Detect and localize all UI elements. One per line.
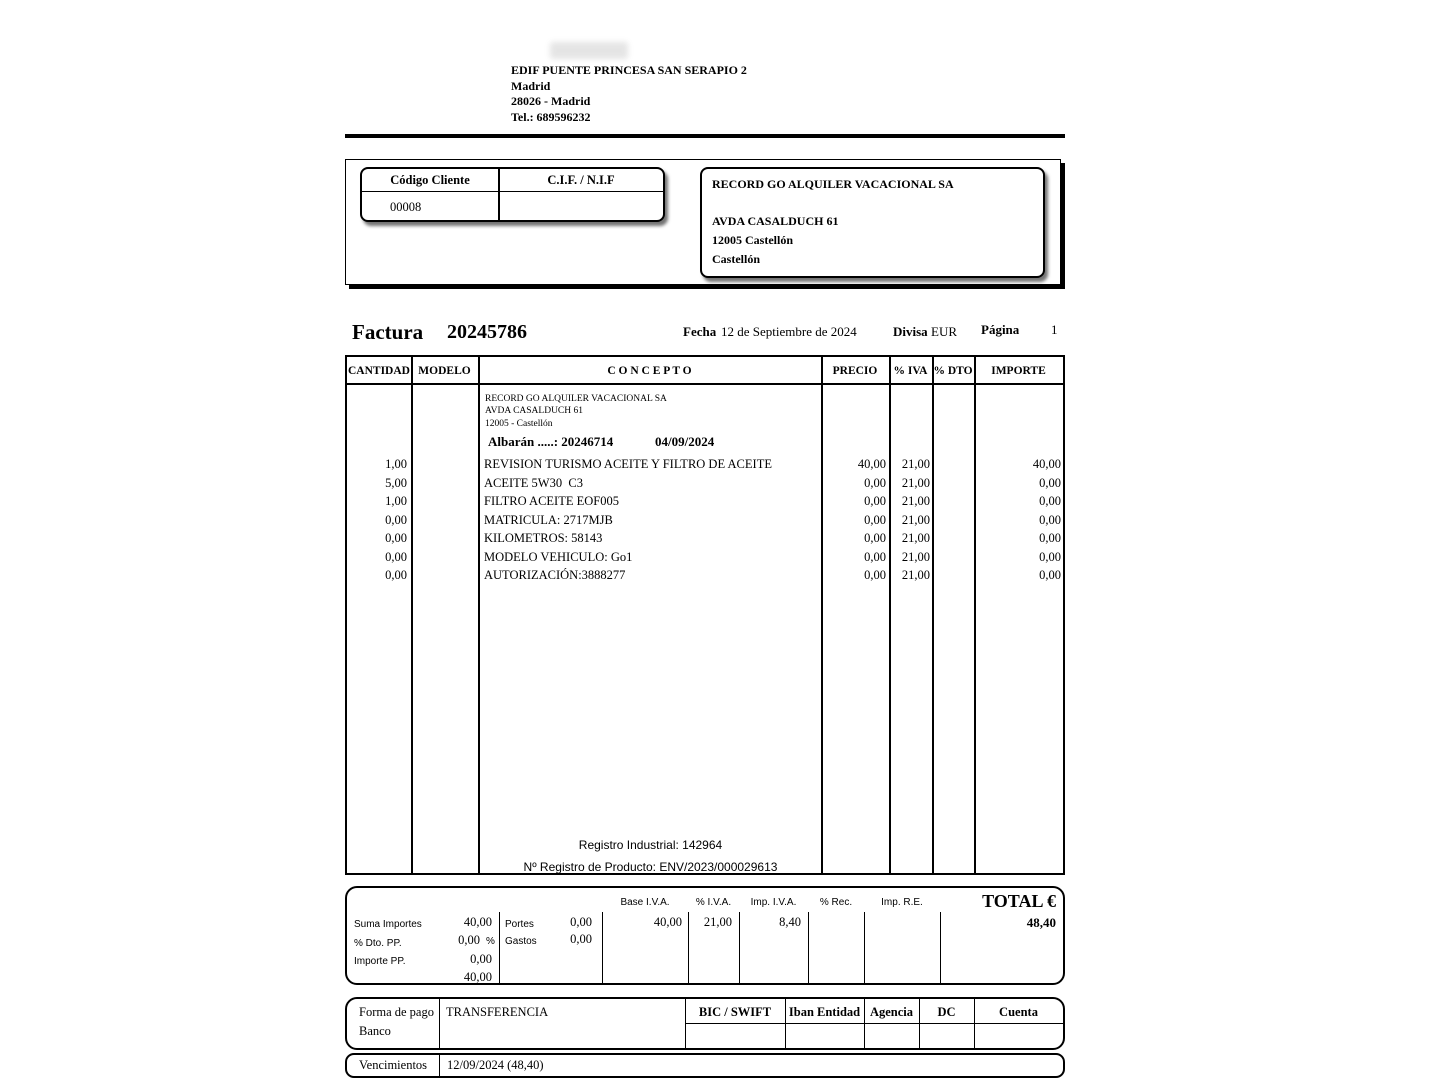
- divisa-value: EUR: [931, 324, 957, 339]
- row-cantidad: 0,00: [385, 550, 407, 564]
- bic-swift-header: BIC / SWIFT: [698, 1005, 772, 1019]
- client-address-line: Castellón: [712, 252, 760, 266]
- codigo-cliente-label: Código Cliente: [390, 173, 470, 187]
- column-line: [974, 357, 976, 873]
- totals-divider: [864, 912, 865, 983]
- pct-iva-header: % I.V.A.: [695, 897, 732, 908]
- portes-value: 0,00: [570, 915, 592, 929]
- row-iva: 21,00: [901, 550, 930, 564]
- payment-box: [345, 997, 1065, 1050]
- totals-divider: [499, 912, 500, 983]
- row-precio: 0,00: [864, 550, 886, 564]
- col-header-dto: % DTO: [933, 365, 973, 377]
- client-ref-line: AVDA CASALDUCH 61: [485, 406, 584, 417]
- row-importe: 40,00: [1032, 457, 1061, 471]
- client-ref-line: 12005 - Castellón: [485, 418, 553, 429]
- row-concepto: FILTRO ACEITE EOF005: [484, 494, 619, 508]
- base-iva-header: Base I.V.A.: [620, 897, 670, 908]
- invoice-number: 20245786: [447, 321, 527, 343]
- row-concepto: ACEITE 5W30 C3: [484, 476, 583, 490]
- row-precio: 0,00: [864, 531, 886, 545]
- client-address-line: AVDA CASALDUCH 61: [712, 214, 839, 228]
- vencimientos-box: [345, 1053, 1065, 1078]
- row-cantidad: 0,00: [385, 513, 407, 527]
- base-final-value: 40,00: [463, 970, 492, 984]
- row-concepto: KILOMETROS: 58143: [484, 531, 603, 545]
- client-address-line: 12005 Castellón: [712, 233, 793, 247]
- row-cantidad: 5,00: [385, 476, 407, 490]
- col-header-modelo: MODELO: [418, 365, 471, 377]
- row-precio: 0,00: [864, 513, 886, 527]
- divisa-label: Divisa: [893, 324, 928, 339]
- client-address: [712, 212, 838, 269]
- fecha-value: 12 de Septiembre de 2024: [721, 324, 857, 339]
- registro-industrial: Registro Industrial: 142964: [578, 838, 723, 852]
- payment-divider: [439, 999, 440, 1048]
- col-header-importe: IMPORTE: [991, 365, 1046, 377]
- totals-divider: [808, 912, 809, 983]
- sender-line: 28026 - Madrid: [511, 94, 591, 109]
- column-line: [889, 357, 891, 873]
- row-concepto: AUTORIZACIÓN:3888277: [484, 568, 626, 582]
- row-iva: 21,00: [901, 494, 930, 508]
- registro-producto: Nº Registro de Producto: ENV/2023/000029613: [523, 860, 778, 874]
- column-line: [821, 357, 823, 873]
- sender-line: Madrid: [511, 78, 551, 93]
- pct-iva-value: 21,00: [703, 915, 732, 929]
- table-row: [347, 531, 1063, 549]
- cif-nif-label: C.I.F. / N.I.F: [547, 173, 615, 187]
- row-iva: 21,00: [901, 513, 930, 527]
- row-importe: 0,00: [1039, 568, 1061, 582]
- imp-iva-value: 8,40: [779, 915, 801, 929]
- client-codes-box: [360, 167, 665, 222]
- client-name: RECORD GO ALQUILER VACACIONAL SA: [712, 177, 954, 191]
- totals-box: [345, 886, 1065, 985]
- dto-pp-value: 0,00: [458, 933, 480, 947]
- importe-pp-label: Importe PP.: [354, 956, 406, 967]
- row-iva: 21,00: [901, 531, 930, 545]
- dto-pp-percent-sign: %: [486, 936, 495, 947]
- pagina-label: Página: [981, 322, 1020, 337]
- table-row: [347, 513, 1063, 531]
- column-line: [411, 357, 413, 873]
- importe-pp-value: 0,00: [470, 952, 492, 966]
- totals-divider: [940, 912, 941, 983]
- row-precio: 0,00: [864, 494, 886, 508]
- row-concepto: MATRICULA: 2717MJB: [484, 513, 613, 527]
- row-importe: 0,00: [1039, 494, 1061, 508]
- portes-label: Portes: [505, 919, 534, 930]
- row-precio: 40,00: [857, 457, 886, 471]
- row-importe: 0,00: [1039, 476, 1061, 490]
- payment-header-separator: [685, 1023, 1063, 1024]
- vencimientos-divider: [439, 1055, 440, 1076]
- row-cantidad: 1,00: [385, 457, 407, 471]
- vencimientos-value: 12/09/2024 (48,40): [447, 1058, 544, 1072]
- suma-importes-value: 40,00: [463, 915, 492, 929]
- sender-line: EDIF PUENTE PRINCESA SAN SERAPIO 2: [511, 63, 747, 77]
- dto-pp-label: % Dto. PP.: [354, 938, 402, 949]
- albaran-date: 04/09/2024: [655, 434, 715, 449]
- table-row: [347, 568, 1063, 586]
- table-row: [347, 494, 1063, 512]
- cuenta-header: Cuenta: [999, 1005, 1038, 1019]
- row-iva: 21,00: [901, 568, 930, 582]
- albaran-number: Albarán .....: 20246714: [488, 434, 614, 449]
- table-row: [347, 550, 1063, 568]
- row-iva: 21,00: [901, 457, 930, 471]
- pct-rec-header: % Rec.: [819, 897, 853, 908]
- row-importe: 0,00: [1039, 513, 1061, 527]
- banco-label: Banco: [359, 1024, 391, 1038]
- row-importe: 0,00: [1039, 531, 1061, 545]
- client-ref-line: RECORD GO ALQUILER VACACIONAL SA: [485, 394, 667, 404]
- column-line: [932, 357, 934, 873]
- codigo-cliente-value: 00008: [390, 200, 422, 214]
- col-header-concepto: C O N C E P T O: [607, 365, 692, 377]
- sender-line: Tel.: 689596232: [511, 110, 591, 125]
- row-concepto: MODELO VEHICULO: Go1: [484, 550, 633, 564]
- header-rule: [345, 134, 1065, 138]
- row-precio: 0,00: [864, 568, 886, 582]
- dc-header: DC: [937, 1005, 956, 1019]
- row-iva: 21,00: [901, 476, 930, 490]
- row-precio: 0,00: [864, 476, 886, 490]
- row-cantidad: 0,00: [385, 531, 407, 545]
- row-cantidad: 1,00: [385, 494, 407, 508]
- agencia-header: Agencia: [869, 1005, 914, 1019]
- vencimientos-label: Vencimientos: [359, 1058, 428, 1072]
- header-separator: [347, 383, 1063, 385]
- base-iva-value: 40,00: [653, 915, 682, 929]
- col-header-precio: PRECIO: [832, 365, 878, 377]
- total-value: 48,40: [1026, 915, 1056, 930]
- row-concepto: REVISION TURISMO ACEITE Y FILTRO DE ACEITE: [484, 457, 772, 471]
- fecha-label: Fecha: [683, 324, 717, 339]
- table-row: [347, 476, 1063, 494]
- col-header-iva: % IVA: [893, 365, 928, 377]
- suma-importes-label: Suma Importes: [354, 919, 422, 930]
- row-importe: 0,00: [1039, 550, 1061, 564]
- imp-re-header: Imp. R.E.: [881, 897, 923, 908]
- faded-logo: [550, 42, 628, 59]
- imp-iva-header: Imp. I.V.A.: [750, 897, 797, 908]
- row-cantidad: 0,00: [385, 568, 407, 582]
- gastos-label: Gastos: [505, 936, 537, 947]
- items-table: [345, 355, 1065, 875]
- gastos-value: 0,00: [570, 932, 592, 946]
- forma-de-pago-label: Forma de pago: [359, 1005, 434, 1019]
- sender-address: [511, 63, 747, 126]
- col-header-cantidad: CANTIDAD: [348, 365, 410, 377]
- pagina-value: 1: [1051, 322, 1058, 337]
- iban-entidad-header: Iban Entidad: [788, 1005, 861, 1019]
- client-ref-block: [485, 393, 667, 430]
- table-row: [347, 457, 1063, 475]
- client-address-box: [700, 167, 1045, 278]
- forma-de-pago-value: TRANSFERENCIA: [446, 1005, 549, 1019]
- total-eur-label: TOTAL €: [982, 891, 1056, 911]
- factura-label: Factura: [352, 320, 424, 344]
- column-line: [478, 357, 480, 873]
